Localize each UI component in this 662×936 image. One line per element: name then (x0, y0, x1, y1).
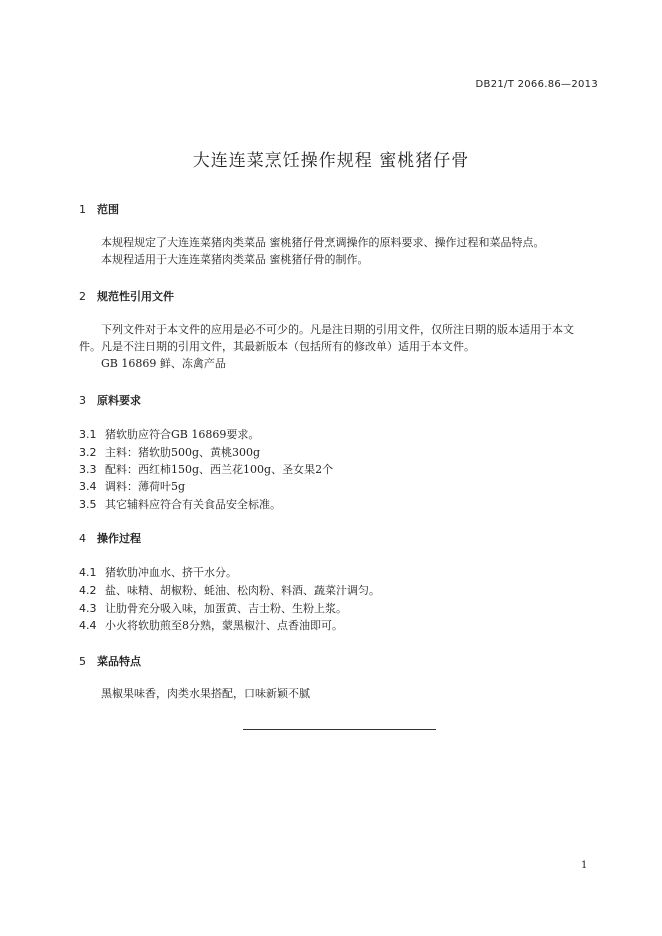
section-title: 菜品特点 (97, 655, 141, 668)
section-2-heading (79, 288, 174, 304)
item-text: 配料：西红柿150g、西兰花100g、圣女果2个 (105, 463, 334, 476)
normative-reference: GB 16869 鲜、冻禽产品 (101, 357, 226, 370)
list-item (79, 564, 237, 580)
item-text: 其它辅料应符合有关食品安全标准。 (105, 498, 281, 511)
document-title: 大连连菜烹饪操作规程 蜜桃猪仔骨 (192, 151, 470, 171)
list-item (79, 461, 333, 477)
item-number: 4.1 (79, 566, 97, 579)
section-number: 3 (79, 394, 86, 407)
item-number: 4.4 (79, 619, 97, 632)
section-1-paragraph-2: 本规程适用于大连连菜猪肉类菜品 蜜桃猪仔骨的制作。 (101, 253, 369, 266)
item-text: 盐、味精、胡椒粉、蚝油、松肉粉、料酒、蔬菜汁调匀。 (105, 584, 380, 597)
item-text: 主料：猪软肋500g、黄桃300g (105, 446, 261, 459)
section-5-paragraph: 黑椒果味香，肉类水果搭配，口味新颖不腻 (101, 687, 310, 700)
section-number: 4 (79, 532, 86, 545)
list-item (79, 617, 343, 633)
section-1-heading (79, 201, 119, 217)
section-1-paragraph-1: 本规程规定了大连连菜猪肉类菜品 蜜桃猪仔骨烹调操作的原料要求、操作过程和菜品特点。 (101, 236, 545, 249)
section-2-paragraph-line-1: 下列文件对于本文件的应用是必不可少的。凡是注日期的引用文件，仅所注日期的版本适用于本文 (101, 323, 574, 336)
item-text: 猪软肋应符合GB 16869要求。 (105, 428, 260, 441)
section-3-heading (79, 392, 141, 408)
item-number: 3.4 (79, 480, 97, 493)
section-title: 原料要求 (97, 394, 141, 407)
section-number: 2 (79, 290, 86, 303)
list-item (79, 426, 259, 442)
section-title: 范围 (97, 203, 119, 216)
item-number: 4.2 (79, 584, 97, 597)
document-number: DB21/T 2066.86—2013 (475, 79, 598, 90)
item-number: 3.1 (79, 428, 97, 441)
section-4-heading (79, 530, 141, 546)
list-item (79, 444, 260, 460)
section-number: 1 (79, 203, 86, 216)
item-text: 小火将软肋煎至8分熟，蒙黑椒汁、点香油即可。 (105, 619, 343, 632)
item-number: 3.5 (79, 498, 97, 511)
item-number: 3.3 (79, 463, 97, 476)
item-text: 调料：薄荷叶5g (105, 480, 186, 493)
section-2-paragraph-line-2: 件。凡是不注日期的引用文件，其最新版本（包括所有的修改单）适用于本文件。 (79, 340, 475, 353)
end-divider (243, 729, 436, 730)
item-number: 3.2 (79, 446, 97, 459)
page-number: 1 (581, 860, 588, 871)
section-title: 规范性引用文件 (97, 290, 174, 303)
list-item (79, 478, 185, 494)
list-item (79, 496, 281, 512)
section-number: 5 (79, 655, 86, 668)
section-title: 操作过程 (97, 532, 141, 545)
section-5-heading (79, 653, 141, 669)
list-item (79, 582, 380, 598)
item-number: 4.3 (79, 602, 97, 615)
item-text: 让肋骨充分吸入味，加蛋黄、吉士粉、生粉上浆。 (105, 602, 347, 615)
list-item (79, 600, 347, 616)
item-text: 猪软肋冲血水、挤干水分。 (105, 566, 237, 579)
